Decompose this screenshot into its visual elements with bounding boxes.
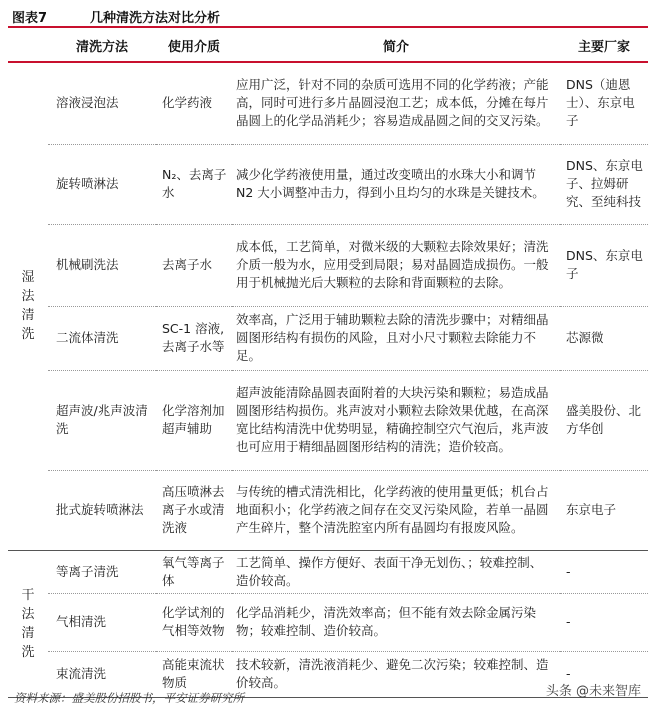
table-row [8, 550, 648, 593]
medium-cell: 去离子水 [156, 224, 232, 306]
method-cell: 束流清洗 [48, 651, 156, 697]
desc-cell: 与传统的槽式清洗相比，化学药液的使用量更低；机台占地面积小；化学药液之间存在交叉污染风险，若单一晶圆产生碎片，整个清洗腔室内所有晶圆均有报废风险。 [232, 470, 560, 550]
method-cell: 等离子清洗 [48, 550, 156, 593]
maker-cell: - [560, 550, 648, 593]
category-label: 干法清洗 [21, 587, 35, 660]
desc-cell: 化学品消耗少，清洗效率高；但不能有效去除金属污染物；较难控制、造价较高。 [232, 593, 560, 651]
maker-cell: - [560, 651, 648, 697]
figure-label: 图表7 [12, 11, 48, 26]
medium-cell: 氧气等离子体 [156, 550, 232, 593]
table-row [8, 144, 648, 224]
header-maker: 主要厂家 [577, 40, 630, 55]
desc-cell: 超声波能清除晶圆表面附着的大块污染和颗粒；易造成晶圆图形结构损伤。兆声波对小颗粒去除效果优越，在高深宽比结构清洗中优势明显，精确控制空穴气泡后，兆声波也可应用于精细晶圆图形结构的清洗；造价较高。 [232, 370, 560, 470]
table-row [8, 593, 648, 651]
table-row [8, 62, 648, 144]
table-row [8, 306, 648, 370]
header-category [8, 30, 48, 62]
method-cell: 超声波/兆声波清洗 [48, 370, 156, 470]
desc-cell: 应用广泛，针对不同的杂质可选用不同的化学药液；产能高，同时可进行多片晶圆浸泡工艺；成本低，分摊在每片晶圆上的化学品消耗少；容易造成晶圆之间的交叉污染。 [236, 77, 549, 129]
medium-cell: 高压喷淋去离子水或清洗液 [156, 470, 232, 550]
method-cell: 气相清洗 [48, 593, 156, 651]
table-row [8, 470, 648, 550]
maker-cell: DNS、东京电子、拉姆研究、至纯科技 [560, 144, 648, 224]
method-cell: 溶液浸泡法 [56, 95, 119, 111]
desc-cell: 工艺简单、操作方便好、表面干净无划伤、；较难控制、造价较高。 [232, 550, 560, 593]
maker-cell: 盛美股份、北方华创 [560, 370, 648, 470]
maker-cell: DNS、东京电子 [560, 224, 648, 306]
category-cell-wet [8, 62, 48, 550]
figure-title-bar [8, 6, 648, 28]
table-row [8, 370, 648, 470]
table-header-row [8, 30, 648, 62]
maker-cell: 芯源微 [560, 306, 648, 370]
maker-cell: DNS（迪恩士）、东京电子 [566, 77, 635, 129]
desc-cell: 技术较新，清洗液消耗少、避免二次污染；较难控制、造价较高。 [232, 651, 560, 697]
table-row [8, 224, 648, 306]
category-label: 湿法清洗 [21, 270, 35, 343]
header-desc: 简介 [382, 40, 409, 55]
figure-title: 几种清洗方法对比分析 [90, 11, 221, 26]
method-cell: 二流体清洗 [48, 306, 156, 370]
cleaning-methods-table [8, 30, 648, 698]
medium-cell: 化学溶剂加超声辅助 [156, 370, 232, 470]
medium-cell: N₂、去离子水 [156, 144, 232, 224]
method-cell: 机械刷洗法 [48, 224, 156, 306]
desc-cell: 效率高，广泛用于辅助颗粒去除的清洗步骤中；对精细晶圆图形结构有损伤的风险，且对小尺寸颗粒去除能力不足。 [232, 306, 560, 370]
maker-cell: - [560, 593, 648, 651]
source-note: 资料来源：盛美股份招股书，平安证券研究所 [14, 691, 244, 705]
medium-cell: SC-1 溶液,去离子水等 [156, 306, 232, 370]
medium-cell: 高能束流状物质 [156, 651, 232, 697]
desc-cell: 减少化学药液使用量，通过改变喷出的水珠大小和调节 N2 大小调整冲击力，得到小且均匀的水珠是关键技术。 [232, 144, 560, 224]
header-method: 清洗方法 [75, 40, 128, 55]
medium-cell: 化学试剂的气相等效物 [156, 593, 232, 651]
medium-cell: 化学药液 [162, 95, 213, 111]
header-medium: 使用介质 [167, 40, 220, 55]
watermark: 头条 @未来智库 [545, 684, 641, 699]
desc-cell: 成本低，工艺简单，对微米级的大颗粒去除效果好；清洗介质一般为水，应用受到局限；易对晶圆造成损伤。一般用于机械抛光后大颗粒的去除和背面颗粒的去除。 [232, 224, 560, 306]
method-cell: 旋转喷淋法 [48, 144, 156, 224]
method-cell: 批式旋转喷淋法 [48, 470, 156, 550]
maker-cell: 东京电子 [560, 470, 648, 550]
category-cell-dry [8, 550, 48, 697]
